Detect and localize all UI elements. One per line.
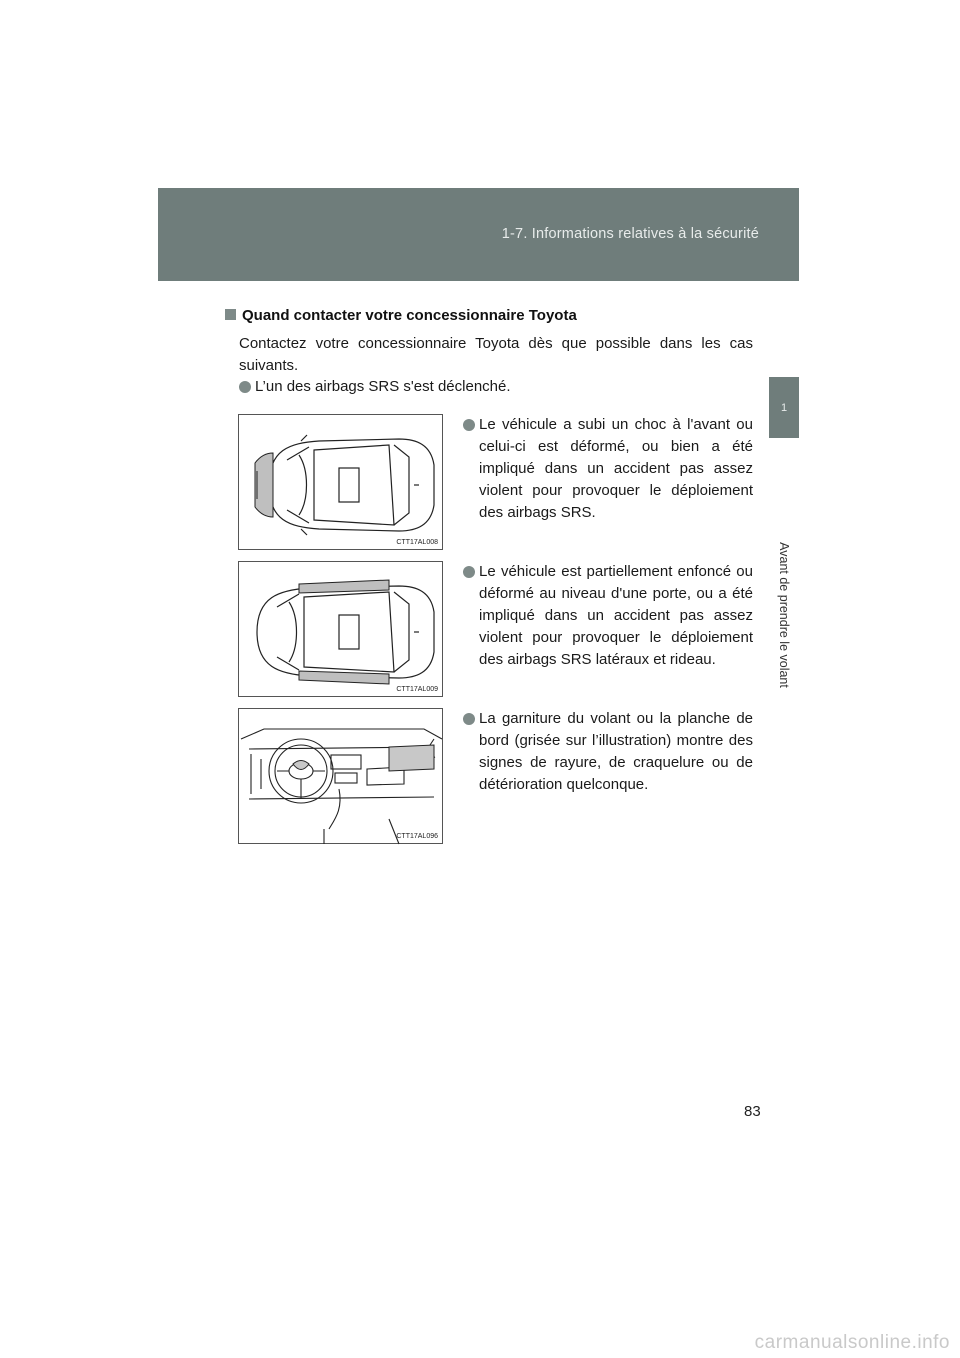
car-top-view-front-icon: [239, 415, 444, 551]
car-top-view-side-icon: [239, 562, 444, 698]
figure-code: CTT17AL096: [396, 833, 438, 840]
dashboard-steering-wheel-icon: [239, 709, 444, 845]
section-title: Quand contacter votre concessionnaire Toyota: [225, 307, 577, 324]
chapter-header-band: [158, 188, 799, 281]
figure-car-front-impact: [238, 414, 443, 550]
figure-code: CTT17AL009: [396, 686, 438, 693]
round-bullet-icon: [239, 381, 251, 393]
chapter-label: Avant de prendre le volant: [777, 542, 791, 688]
round-bullet-icon: [463, 566, 475, 578]
round-bullet-icon: [463, 419, 475, 431]
chapter-number: 1: [780, 401, 788, 414]
round-bullet-icon: [463, 713, 475, 725]
watermark: carmanualsonline.info: [754, 1332, 950, 1353]
side-tab-top: [769, 188, 799, 281]
square-bullet-icon: [225, 309, 236, 320]
side-chapter-tab: [769, 377, 799, 438]
intro-paragraph: Contactez votre concessionnaire Toyota dès que possible dans les cas suivants.: [239, 335, 753, 374]
header-title: 1-7. Informations relatives à la sécurité: [501, 226, 759, 242]
page-number: 83: [744, 1103, 761, 1120]
figure-code: CTT17AL008: [396, 539, 438, 546]
figure-dashboard: [238, 708, 443, 844]
figure-car-side-impact: [238, 561, 443, 697]
